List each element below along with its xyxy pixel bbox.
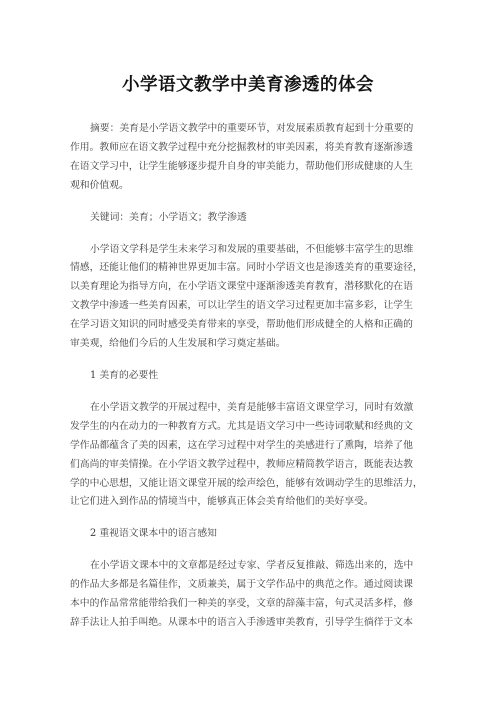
abstract-line: 观和价值观。 bbox=[70, 179, 129, 191]
section-1-line: 让它们进入到作品的情境当中，能够真正体会美育给他们的美好享受。 bbox=[70, 496, 374, 508]
section-heading-2: 2 重视语文课本中的语言感知 bbox=[90, 528, 217, 540]
intro-line: 情感，还能让他们的精神世界更加丰富。同时小学语文也是渗透美育的重要途径， bbox=[70, 262, 423, 274]
section-2-line: 在小学语文课本中的文章都是经过专家、学者反复推敲、筛选出来的，选中 bbox=[90, 560, 414, 572]
section-1-line: 学的中心思想，又能让语文课堂开展的绘声绘色，能够有效调动学生的思维活力， bbox=[70, 477, 423, 489]
keywords-paragraph bbox=[70, 209, 430, 228]
abstract-paragraph bbox=[70, 120, 430, 196]
document-title: 小学语文教学中美育渗透的体会 bbox=[122, 75, 374, 95]
section-2-line: 辞手法让人拍手叫绝。从课本中的语言入手渗透审美教育，引导学生徜徉于文本 bbox=[70, 616, 413, 628]
intro-line: 在学习语文知识的同时感受美育带来的享受，帮助他们形成健全的人格和正确的 bbox=[70, 319, 413, 331]
abstract-line: 摘要：美育是小学语文教学中的重要环节，对发展素质教育起到十分重要的 bbox=[90, 123, 414, 134]
section-1-line: 在小学语文教学的开展过程中，美育是能够丰富语文课堂学习，同时有效激 bbox=[90, 401, 414, 413]
document-body bbox=[70, 120, 430, 646]
intro-line: 审美观，给他们今后的人生发展和学习奠定基础。 bbox=[70, 338, 286, 350]
intro-paragraph bbox=[70, 241, 430, 354]
section-heading-1: 1 美育的必要性 bbox=[90, 369, 159, 381]
section-1-line: 们高尚的审美情操。在小学语文教学过程中，教师应精简教学语言，既能表达教 bbox=[70, 458, 413, 470]
intro-line: 小学语文学科是学生未来学习和发展的重要基础，不但能够丰富学生的思维 bbox=[90, 243, 414, 255]
abstract-line: 在语文学习中，让学生能够逐步提升自身的审美能力，帮助他们形成健康的人生 bbox=[70, 160, 413, 172]
intro-line: 以美育理论为指导方向，在小学语文课堂中逐渐渗透美育教育，潜移默化的在语 bbox=[70, 281, 413, 293]
section-2-line: 本中的作品常常能带给我们一种美的享受，文章的辞藻丰富，句式灵活多样，修 bbox=[70, 598, 413, 610]
intro-line: 文教学中渗透一些美育因素，可以让学生的语文学习过程更加丰富多彩，让学生 bbox=[70, 300, 413, 312]
section-1-paragraph bbox=[70, 399, 430, 512]
section-1-line: 发学生的内在动力的一种教育方式。尤其是语文学习中一些诗词歌赋和经典的文 bbox=[70, 420, 413, 432]
section-2-line: 的作品大多都是名篇佳作，文质兼美，属于文学作品中的典范之作。通过阅读课 bbox=[70, 579, 413, 591]
section-2-paragraph bbox=[70, 557, 430, 633]
keywords-line: 关键词：美育；小学语文；教学渗透 bbox=[90, 211, 247, 223]
section-1-line: 学作品都蕴含了美的因素，这在学习过程中对学生的美感进行了熏陶，培养了他 bbox=[70, 439, 413, 451]
abstract-line: 作用。教师应在语文教学过程中充分挖掘教材的审美因素，将美育教育逐渐渗透 bbox=[70, 141, 413, 153]
